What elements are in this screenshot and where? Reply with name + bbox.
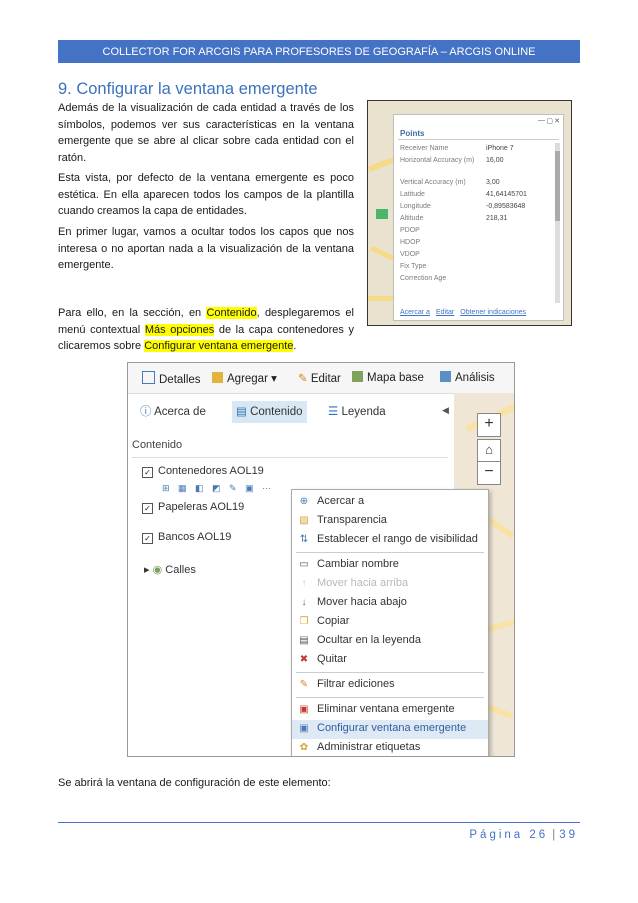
paragraph-3: En primer lugar, vamos a ocultar todos los capos que nos interesa o no aportan nada a la visualización de la ventana emergente. [58, 226, 354, 271]
menu-item-visibility-range[interactable]: ⇅ Establecer el rango de visibilidad [299, 533, 478, 545]
zoom-to-icon: ⊕ [299, 496, 309, 507]
zoom-out-button[interactable]: − [477, 461, 501, 485]
popup-links [400, 309, 532, 316]
tab-legend[interactable]: ☰ Leyenda [328, 406, 386, 418]
layer-item[interactable]: ✓ Contenedores AOL19 [142, 465, 264, 478]
analysis-icon [440, 371, 451, 382]
hide-legend-icon: ▤ [299, 635, 309, 646]
home-icon: ⌂ [485, 442, 493, 457]
rename-icon: ▭ [299, 559, 309, 570]
remove-popup-icon: ▣ [299, 704, 309, 715]
info-icon: ⓘ [140, 406, 152, 418]
legend-icon: ☰ [328, 406, 339, 418]
closing-text: Se abrirá la ventana de configuración de este elemento: [58, 777, 331, 789]
analysis-button[interactable]: Análisis [440, 371, 495, 384]
layer-item[interactable]: ✓ Bancos AOL19 [142, 531, 231, 544]
remove-icon: ✖ [299, 654, 309, 665]
basemap-button[interactable]: Mapa base [352, 371, 424, 384]
highlight-configurar: Configurar ventana emergente [144, 340, 294, 352]
menu-item-filter-edits[interactable]: ✎ Filtrar ediciones [299, 678, 395, 690]
popup-row: Altitude 218,31 [400, 215, 508, 222]
menu-item-remove-popup[interactable]: ▣ Eliminar ventana emergente [299, 703, 455, 715]
maximize-icon[interactable]: ▢ [546, 118, 553, 125]
layer-tools[interactable]: ⊞ ▦ ◧ ◩ ✎ ▣ ⋯ [162, 483, 275, 493]
chevron-down-icon: ▾ [271, 373, 277, 385]
menu-item-move-up: ↑ Mover hacia arriba [292, 575, 488, 594]
add-button[interactable]: Agregar ▾ [212, 371, 277, 385]
highlight-mas-opciones: Más opciones [144, 323, 215, 336]
filter-edits-icon: ✎ [299, 679, 309, 690]
menu-item-copy[interactable]: ❐ Copiar [299, 615, 350, 627]
popup-row: Latitude 41,64145701 [400, 191, 527, 198]
popup-row: Vertical Accuracy (m) 3,00 [400, 179, 500, 186]
edit-button[interactable]: ✎ Editar [298, 373, 341, 385]
transparency-icon: ▧ [299, 515, 309, 526]
footer-divider [58, 822, 580, 823]
menu-item-manage-labels[interactable]: ✿ Administrar etiquetas [299, 741, 421, 753]
content-icon: ▤ [236, 406, 247, 418]
highlight-contenido: Contenido [206, 307, 257, 319]
move-down-icon: ↓ [301, 597, 307, 608]
add-icon [212, 372, 223, 383]
move-up-icon: ↑ [301, 578, 307, 589]
minimize-icon[interactable]: — [538, 117, 545, 124]
tab-content[interactable]: ▤ Contenido [232, 401, 307, 423]
details-icon [142, 371, 155, 384]
header-title: COLLECTOR FOR ARCGIS PARA PROFESORES DE GEOGRAFÍA – ARCGIS ONLINE [102, 45, 536, 58]
menu-item-remove[interactable]: ✖ Quitar [299, 653, 347, 665]
edit-link[interactable]: Editar [435, 309, 455, 316]
visibility-range-icon: ⇅ [299, 534, 309, 545]
layer-checkbox[interactable]: ✓ [142, 467, 153, 478]
configure-popup-icon: ▣ [299, 723, 309, 734]
paragraph-4: Para ello, en la sección, en Contenido, desplegaremos el menú contextual Más opciones de la capa contenedores y clicaremos sobre Configurar ventana emergente. [58, 307, 354, 352]
zoom-in-button[interactable]: + [477, 413, 501, 437]
popup-row: PDOP [400, 227, 420, 234]
zoom-to-link[interactable]: Acercar a [400, 309, 430, 316]
content-heading: Contenido [132, 439, 183, 451]
group-layer-icon: ◉ [152, 564, 163, 576]
map-toolbar [128, 363, 514, 394]
pencil-icon: ✎ [298, 373, 308, 385]
menu-item-transparency[interactable]: ▧ Transparencia [299, 514, 387, 526]
map-marker-icon [376, 209, 388, 219]
expand-icon[interactable]: ▸ [144, 564, 150, 576]
directions-link[interactable]: Obtener indicaciones [460, 309, 527, 316]
close-icon[interactable]: ✕ [554, 118, 560, 125]
paragraph-2: Esta vista, por defecto de la ventana emergente es poco estética. En ella aparecen todos los campos de la plantilla cuando creamos la capa de entidades. [58, 172, 354, 217]
layer-checkbox[interactable]: ✓ [142, 503, 153, 514]
popup-scrollbar[interactable] [555, 143, 560, 303]
basemap-icon [352, 371, 363, 382]
context-menu [291, 489, 489, 757]
popup-row: VDOP [400, 251, 420, 258]
menu-item-hide-legend[interactable]: ▤ Ocultar en la leyenda [299, 634, 421, 646]
layer-item[interactable]: ✓ Papeleras AOL19 [142, 501, 244, 514]
collapse-panel-icon[interactable]: ◀ [442, 405, 449, 415]
popup-window [393, 114, 564, 321]
layer-checkbox[interactable]: ✓ [142, 533, 153, 544]
popup-row: Correction Age [400, 275, 447, 282]
menu-item-rename[interactable]: ▭ Cambiar nombre [299, 558, 399, 570]
copy-icon: ❐ [299, 616, 309, 627]
page-header [58, 40, 580, 63]
popup-title: Points [400, 129, 425, 138]
popup-row: Longitude -0,89583648 [400, 203, 526, 210]
manage-labels-icon: ✿ [299, 742, 309, 753]
page-number: Página 26 | 39 [469, 829, 578, 841]
section-title: 9. Configurar la ventana emergente [58, 80, 318, 98]
layer-group[interactable]: ▸ ◉ Calles [144, 564, 196, 576]
popup-row: Fix Type [400, 263, 427, 270]
menu-item-configure-popup[interactable]: ▣ Configurar ventana emergente [292, 720, 488, 739]
popup-screenshot [367, 100, 572, 326]
popup-row: HDOP [400, 239, 421, 246]
popup-row: Receiver Name iPhone 7 [400, 145, 514, 152]
paragraph-1: Además de la visualización de cada entidad a través de los símbolos, podemos ver sus características en la ventana emergente que se abre al clicar sobre cada entidad con el ratón. [58, 102, 354, 164]
home-button[interactable] [477, 439, 501, 463]
popup-row: Horizontal Accuracy (m) 16,00 [400, 157, 504, 164]
menu-item-zoom-to[interactable]: ⊕ Acercar a [299, 495, 365, 507]
tab-about[interactable]: ⓘ Acerca de [140, 406, 206, 418]
arcgis-ui-screenshot [127, 362, 515, 757]
details-button[interactable]: Detalles [142, 371, 201, 386]
menu-item-move-down[interactable]: ↓ Mover hacia abajo [292, 594, 488, 613]
